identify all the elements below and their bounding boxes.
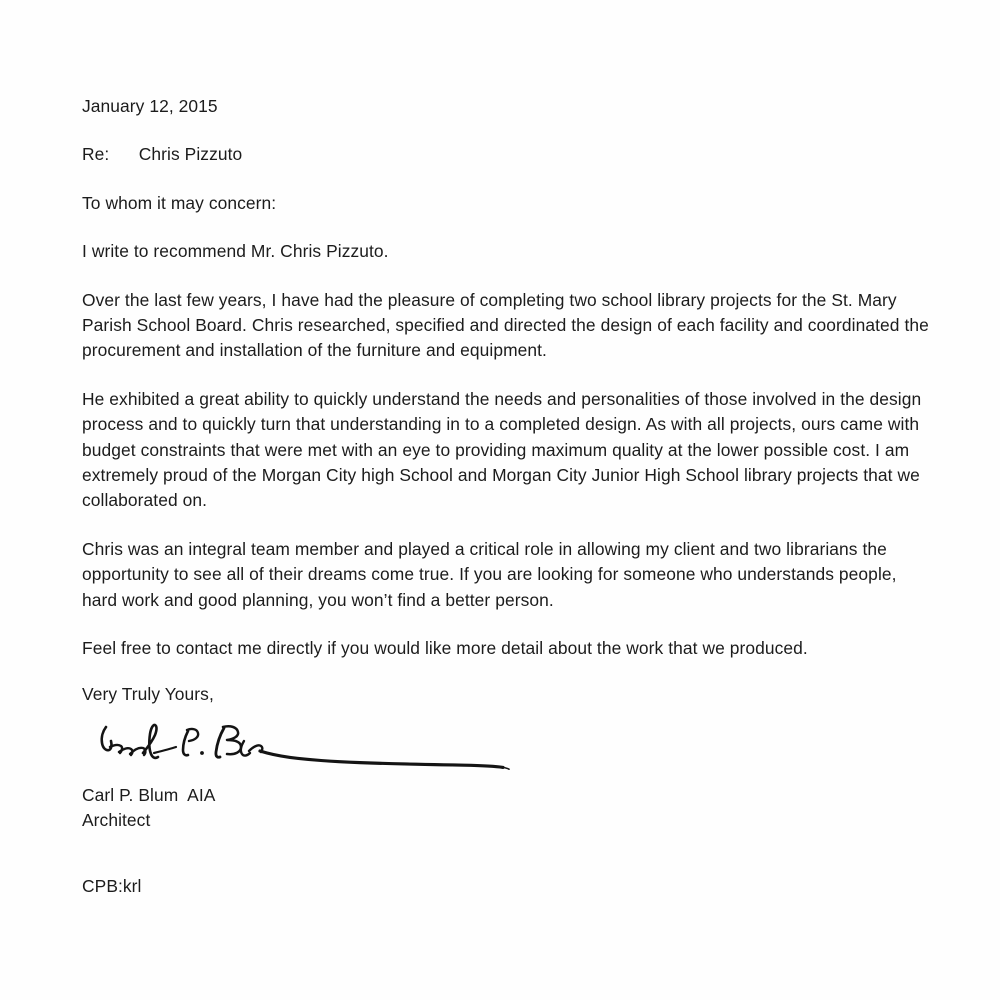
spacer [82, 119, 930, 142]
reference-initials: CPB:krl [82, 875, 142, 896]
letter-date: January 12, 2015 [82, 96, 218, 116]
spacer [82, 662, 930, 682]
salutation: To whom it may concern: [82, 192, 277, 213]
signer-name: Carl P. Blum AIA [82, 784, 216, 805]
spacer [82, 613, 930, 636]
spacer [82, 514, 930, 537]
spacer [82, 834, 930, 874]
signer-title: Architect [82, 810, 151, 831]
body-paragraph: Chris was an integral team member and played a critical role in allowing my client and two librarians the opportunity to see all of their dreams come true. If you are looking for someone who understands people, hard work and good planning, you won’t find a better person. [82, 538, 897, 610]
handwritten-signature-icon [92, 721, 512, 779]
spacer [82, 265, 930, 288]
body-paragraph: He exhibited a great ability to quickly understand the needs and personalities of those involved in the design process and to quickly turn that understanding in to a completed design. As with all projects, ours came with budget constraints that were met with an eye to providing maximum quality at the lower possible cost. I am extremely proud of the Morgan City high School and Morgan City Junior High School library projects that we collaborated on. [82, 388, 922, 511]
body-paragraph: Feel free to contact me directly if you would like more detail about the work that we produced. [82, 638, 808, 659]
opening-statement: I write to recommend Mr. Chris Pizzuto. [82, 241, 389, 262]
spacer [82, 364, 930, 387]
letter-body [82, 94, 930, 899]
closing-salutation: Very Truly Yours, [82, 683, 214, 704]
subject-line: Re: Chris Pizzuto [82, 144, 243, 165]
signature-area [82, 721, 930, 781]
spacer [82, 216, 930, 239]
spacer [82, 168, 930, 191]
body-paragraph: Over the last few years, I have had the pleasure of completing two school library projects for the St. Mary Parish School Board. Chris researched, specified and directed the design of each facility and coordinated the procurement and installation of the furniture and equipment. [82, 289, 929, 361]
